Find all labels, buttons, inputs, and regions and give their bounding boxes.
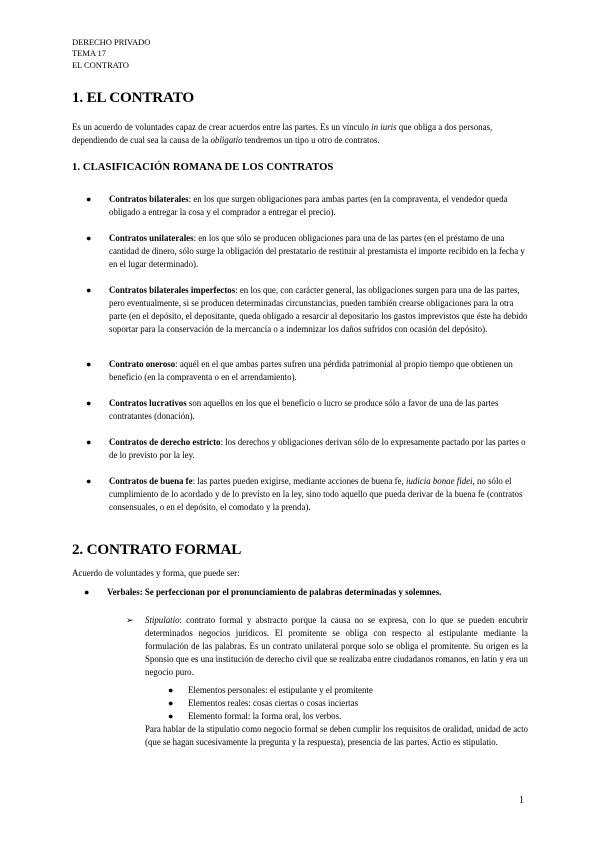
- bullet-italic: iudicia bonae fidei: [405, 476, 473, 486]
- bullet-item: [86, 475, 532, 514]
- bullet-item: [86, 358, 532, 384]
- bullet-item: [86, 284, 532, 336]
- bullet-icon: ●: [86, 285, 92, 295]
- intro-text-a: Es un acuerdo de voluntades capaz de crear acuerdos entre las partes. Es un vínculo: [72, 122, 372, 132]
- bullet-icon: ●: [86, 398, 92, 408]
- element-list-item: [168, 697, 528, 710]
- intro-italic-iuris: in iuris: [371, 122, 397, 132]
- bullet-icon: ●: [86, 194, 92, 204]
- bullet-item: [86, 436, 532, 462]
- bullet-icon: ●: [86, 233, 92, 243]
- element-list-item: [168, 684, 528, 697]
- bullet-icon: ●: [86, 359, 92, 369]
- bullet-item-verbales: [84, 586, 530, 599]
- document-header: [72, 37, 150, 71]
- element-text: Elementos reales: cosas ciertas o cosas inciertas: [188, 698, 359, 708]
- bullet-icon: ●: [86, 437, 92, 447]
- stipulatio-term: Stipulatio: [145, 615, 180, 625]
- section-2-heading: 2. CONTRATO FORMAL: [72, 541, 242, 558]
- bullet-text: son aquellos en los que el beneficio o lucro se produce sólo a favor de una de las partes contratantes (donación).: [109, 398, 499, 421]
- intro-text-b: que obliga a dos personas, dependiendo de cual sea la causa de la: [72, 122, 493, 145]
- bullet-term: Contratos de derecho estricto: [109, 437, 221, 447]
- bullet-term: Verbales: [107, 587, 140, 597]
- stipulatio-item: [126, 614, 528, 679]
- header-topic-number: TEMA 17: [72, 48, 106, 59]
- header-subject: DERECHO PRIVADO: [72, 37, 151, 47]
- bullet-icon: ●: [168, 711, 174, 721]
- stipulatio-text: : contrato formal y abstracto porque la causa no se expresa, con lo que se pueden encubrir determinados negocios jurídicos. El promitente se obliga con respecto al estipulante mediante la formulación de las palabras. Es un contrato unilateral porque solo se obliga el promitente. Su origen es la Sponsio que es una institución de derecho civil que se realizaba entre ciudadanos romanos, en latín y era un negocio puro.: [145, 615, 528, 677]
- section-1-intro: [72, 121, 532, 147]
- element-text: Elementos personales: el estipulante y el promitente: [188, 685, 373, 695]
- subsection-1-heading: 1. CLASIFICACIÓN ROMANA DE LOS CONTRATOS: [72, 162, 334, 173]
- bullet-icon: ●: [168, 698, 174, 708]
- header-topic-title: EL CONTRATO: [72, 59, 129, 70]
- intro-text-c: tendremos un tipo u otro de contratos.: [242, 135, 380, 145]
- bullet-text: : los derechos y obligaciones derivan sólo de lo expresamente pactado por las partes o de lo previsto por la ley.: [109, 437, 526, 460]
- bullet-text: : las partes pueden exigirse, mediante acciones de buena fe,: [192, 476, 406, 486]
- bullet-item: [86, 193, 532, 219]
- page-number: 1: [519, 795, 524, 806]
- bullet-term: Contratos bilaterales: [109, 194, 189, 204]
- element-list-item: [168, 710, 528, 723]
- bullet-term: Contratos lucrativos: [109, 398, 187, 408]
- intro-italic-obligatio: obligatio: [210, 135, 243, 145]
- bullet-text: : en los que surgen obligaciones para ambas partes (en la compraventa, el vendedor queda obligado a entregar la cosa y el comprador a entregar el precio).: [109, 194, 508, 217]
- arrow-bullet-icon: ➢: [126, 615, 134, 625]
- element-text: Elemento formal: la forma oral, los verbos.: [188, 711, 342, 721]
- section-1-heading: 1. EL CONTRATO: [72, 89, 194, 106]
- bullet-text: : en los que, con carácter general, las obligaciones surgen para una de las partes, pero eventualmente, si se producen determinadas circunstancias, pueden también crearse obligaciones para la otra parte (en el depósito, el depositante, queda obligado a resarcir al depositario los gastos imprevistos que éste ha debido soportar para la conservación de la mercancía o a indemnizar los daños sufridos con ocasión del depósito).: [109, 285, 528, 334]
- stipulatio-closing-paragraph: Para hablar de la stipulatio como negocio formal se deben cumplir los requisitos de oralidad, unidad de acto (que se hagan sucesivamente la pregunta y la respuesta), presencia de las partes. Actio es stipulatio.: [145, 724, 528, 747]
- bullet-icon: ●: [168, 685, 174, 695]
- bullet-term: Contrato oneroso: [109, 359, 176, 369]
- bullet-text: : aquél en el que ambas partes sufren una pérdida patrimonial al propio tiempo que obtienen un beneficio (en la compraventa o en el arrendamiento).: [109, 359, 513, 382]
- bullet-text: : Se perfeccionan por el pronunciamiento de palabras determinadas y solemnes.: [139, 587, 442, 597]
- bullet-item: [86, 397, 532, 423]
- bullet-icon: ●: [86, 476, 92, 486]
- section-2-intro: Acuerdo de voluntades y forma, que puede ser:: [72, 568, 240, 578]
- bullet-item: [86, 232, 532, 271]
- bullet-text: : en los que sólo se producen obligaciones para una de las partes (en el préstamo de una cantidad de dinero, sólo surge la obligación del prestatario de restituir al prestamista el importe recibido en la fecha y en el lugar determinado).: [109, 233, 525, 269]
- bullet-term: Contratos bilaterales imperfectos: [109, 285, 236, 295]
- bullet-term: Contratos unilaterales: [109, 233, 194, 243]
- bullet-text: , no sólo el cumplimiento de lo acordado y de lo previsto en la ley, sino todo aquello que pueda derivar de la buena fe (contratos consensuales, o en el depósito, el comodato y la prenda).: [109, 476, 523, 512]
- bullet-icon: ●: [84, 587, 90, 597]
- bullet-term: Contratos de buena fe: [109, 476, 193, 486]
